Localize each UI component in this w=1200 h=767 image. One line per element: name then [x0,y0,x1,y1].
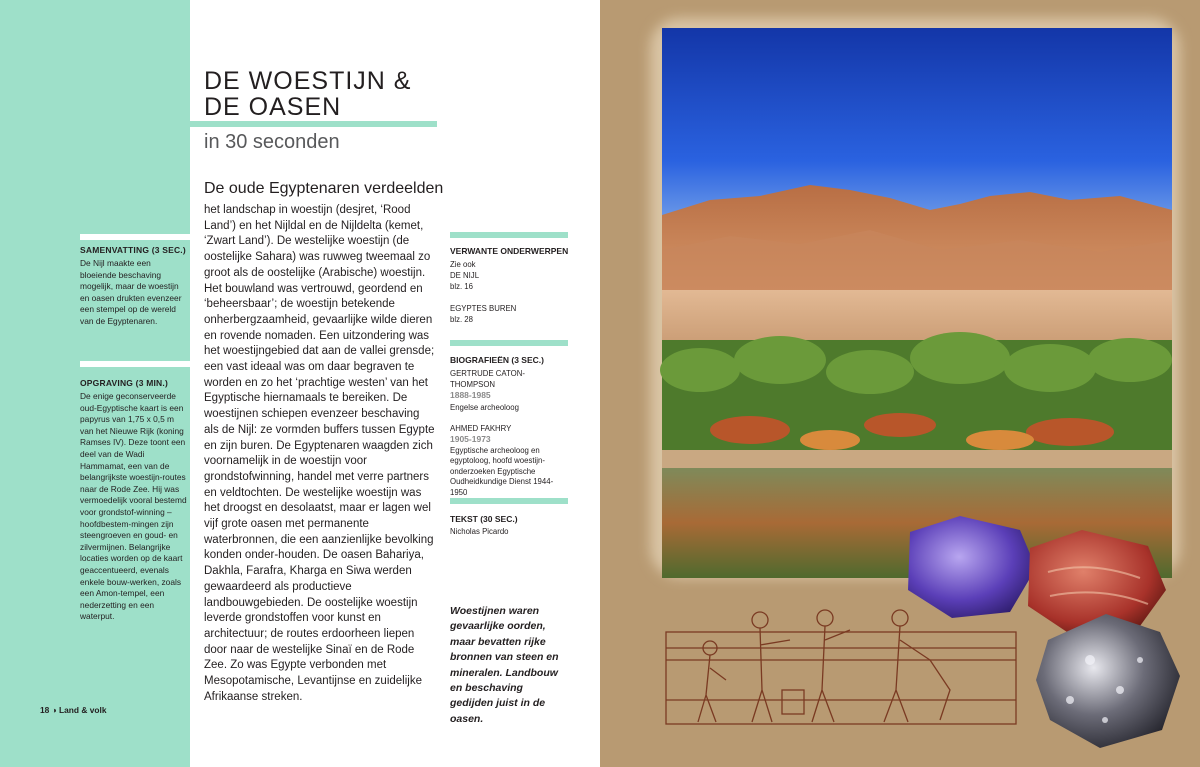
excavation-text: De enige geconserveerde oud-Egyptische kaart is een papyrus van 1,75 x 0,5 m van het Nieuwe Rijk (koning Ramses IV). Deze toont een deel van de Wadi Hammamat, een van de belangrijkste woestijn-routes naar de Rode Zee. Hij was vermoedelijk vooral bestemd voor grondstof-winning – hoofdbestem-mingen zijn steengroeven en goud- en zilvermijnen. Belangrijke locaties worden op de kaart geaccentueerd, evenals enkele bouw-werken, zoals een Amon-tempel, een nederzetting en een waterput. [80,391,187,622]
lead-text: De oude Egyptenaren verdeelden [204,180,444,197]
relief-drawing [666,610,1016,724]
credit-rule [450,498,568,504]
bio-2-description: Egyptische archeoloog en egyptoloog, hoofd woestijn-onderzoeken Egyptische Oudheidkundige Dienst 1944-1950 [450,446,554,497]
bios-heading: BIOGRAFIEËN (3 SEC.) [450,355,544,365]
body-text: het landschap in woestijn (desjret, ‘Rood Land’) en het Nijldal en de Nijldelta (kemet, ‘Zwart Land’). De westelijke woestijn (de oostelijke Sahara) was ruwweg tweemaal zo groot als de oostelijke (Arabische) woestijn. Het bouwland was vertrouwd, geordend en ‘beheersbaar’; de woestijn betekende onherbergzaamheid, gevaarlijke wilde dieren en rovende nomaden. Een uitzondering was het woestijngebied dat aan de vallei grensde; een vast ideaal was om daar begraven te worden en zo het ‘prachtige westen’ van het Egyptische hiernamaals te bereiken. De woestijnen schiepen evenzeer beschaving als de Nijl: ze vormden buffers tussen Egypte en zijn buren. De Egyptenaren waagden zich voornamelijk in de woestijn voor grondstofwinning, handel met verre partners en veldtochten. De westelijke woestijn was het droogst en desolaatst, maar er lagen wel vijf grote oasen met permanente waterbronnen, die een aanzienlijke bevolking konden onder-houden. De oasen Bahariya, Dakhla, Farafra, Kharga en Siwa werden gewaardeerd als productieve landbouwgebieden. De oostelijke woestijn leverde grondstoffen voor kunst en architectuur; de routes erdoorheen liepen door naar de westelijke Sinaï en de Rode Zee. Zo was Egypte verbonden met Mesopotamische, Levantijnse en zuidelijke Afrikaanse streken. [204,204,435,703]
bio-2-name: AHMED FAKHRY [450,424,512,433]
title-line-1: DE WOESTIJN & [204,67,412,95]
credit-author: Nicholas Picardo [450,527,509,536]
image-caption: Woestijnen waren gevaarlijke oorden, maar bevatten rijke bronnen van steen en mineralen. Landbouw en beschaving gedijden juist in de oasen. [450,605,559,725]
related-item-1-title: DE NIJL [450,271,480,280]
summary-heading: SAMENVATTING (3 SEC.) [80,245,186,255]
bio-1-description: Engelse archeoloog [450,403,519,412]
bio-1-name-line-2: THOMPSON [450,380,496,389]
summary-text: De Nijl maakte een bloeiende beschaving mogelijk, maar de woestijn en oasen drukten evenzeer een stempel op de wereld van de Egyptenaren. [80,258,182,326]
hematite-specimen [1036,614,1180,748]
page-title [204,68,411,120]
related-item-1-page: blz. 16 [450,282,473,291]
title-rule [190,121,437,127]
page-subtitle: in 30 seconden [204,131,340,153]
bio-2-years: 1905-1973 [450,434,491,444]
bio-1-name-line-1: GERTRUDE CATON- [450,369,525,378]
landscape-illustration [600,0,1200,767]
bios-rule [450,340,568,346]
photo-collage [600,0,1200,767]
bio-1-years: 1888-1985 [450,390,491,400]
related-item-2-page: blz. 28 [450,315,473,324]
title-line-2: DE OASEN [204,93,342,121]
sidebar-rule [80,234,190,240]
related-rule [450,232,568,238]
related-item-2-title: EGYPTES BUREN [450,304,517,313]
credit-heading: TEKST (30 SEC.) [450,514,518,524]
related-see-also: Zie ook [450,260,476,269]
related-heading: VERWANTE ONDERWERPEN [450,246,569,256]
page-folio: 18 ◑ Land & volk [40,705,107,715]
sidebar-rule [80,361,190,367]
amethyst-specimen [908,516,1036,618]
excavation-heading: OPGRAVING (3 MIN.) [80,378,168,388]
